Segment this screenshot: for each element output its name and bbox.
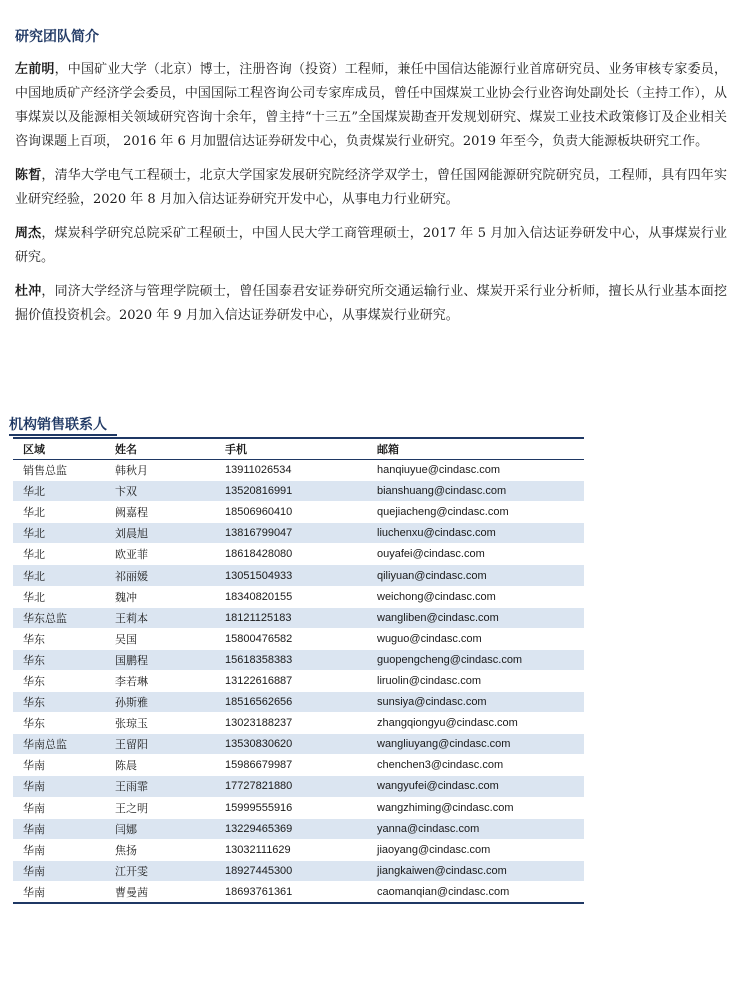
table-row xyxy=(13,460,584,481)
cell-phone: 18340820155 xyxy=(215,586,367,607)
cell-email: wangzhiming@cindasc.com xyxy=(367,797,584,818)
cell-email: liuchenxu@cindasc.com xyxy=(367,523,584,544)
cell-email: liruolin@cindasc.com xyxy=(367,670,584,691)
cell-phone: 15986679987 xyxy=(215,755,367,776)
table-row xyxy=(13,839,584,860)
table-row xyxy=(13,755,584,776)
cell-region: 华南 xyxy=(13,797,105,818)
table-row xyxy=(13,586,584,607)
table-row xyxy=(13,607,584,628)
cell-email: ouyafei@cindasc.com xyxy=(367,544,584,565)
cell-region: 华南 xyxy=(13,839,105,860)
cell-phone: 13229465369 xyxy=(215,818,367,839)
cell-email: sunsiya@cindasc.com xyxy=(367,692,584,713)
member-name: 左前明 xyxy=(15,62,55,77)
cell-phone: 13122616887 xyxy=(215,670,367,691)
cell-phone: 18506960410 xyxy=(215,502,367,523)
table-row xyxy=(13,523,584,544)
table-row xyxy=(13,776,584,797)
table-row xyxy=(13,881,584,903)
cell-email: quejiacheng@cindasc.com xyxy=(367,502,584,523)
bio-paragraph xyxy=(15,58,727,154)
cell-region: 华东 xyxy=(13,713,105,734)
cell-phone: 18121125183 xyxy=(215,607,367,628)
cell-region: 华东 xyxy=(13,649,105,670)
cell-region: 华南 xyxy=(13,881,105,903)
bio-paragraph xyxy=(15,222,727,270)
cell-name: 魏冲 xyxy=(105,586,215,607)
cell-phone: 13816799047 xyxy=(215,523,367,544)
cell-email: wangliben@cindasc.com xyxy=(367,607,584,628)
cell-region: 华东总监 xyxy=(13,607,105,628)
table-row xyxy=(13,649,584,670)
cell-name: 陈晨 xyxy=(105,755,215,776)
member-bio: ，清华大学电气工程硕士，北京大学国家发展研究院经济学双学士，曾任国网能源研究院研究员，工程师，具有四年实业研究经验，2020 年 8 月加入信达证券研究开发中心，从事电力行业研究。 xyxy=(15,168,727,207)
bio-paragraph xyxy=(15,280,727,328)
header-region: 区域 xyxy=(13,438,105,460)
member-name: 杜冲 xyxy=(15,284,42,299)
cell-name: 闫娜 xyxy=(105,818,215,839)
table-row xyxy=(13,692,584,713)
cell-phone: 15800476582 xyxy=(215,628,367,649)
cell-region: 华北 xyxy=(13,481,105,502)
table-row xyxy=(13,860,584,881)
cell-region: 华南 xyxy=(13,860,105,881)
cell-name: 王莉本 xyxy=(105,607,215,628)
cell-region: 华北 xyxy=(13,544,105,565)
cell-name: 孙斯雅 xyxy=(105,692,215,713)
cell-region: 华南 xyxy=(13,776,105,797)
member-bio: ，中国矿业大学（北京）博士，注册咨询（投资）工程师，兼任中国信达能源行业首席研究员、业务审核专家委员，中国地质矿产经济学会委员，中国国际工程咨询公司专家库成员，曾任中国煤炭工业协会行业咨询处副处长（主持工作），从事煤炭以及能源相关领域研究咨询十余年，曾主持“十三五”全国煤炭勘查开发规划研究、煤炭工业技术政策修订及企业相关咨询课题上百项， 2016 年 6 月加盟信达证券研发中心，负责煤炭行业研究。2019 年至今，负责大能源板块研究工作。 xyxy=(15,62,727,149)
cell-phone: 15618358383 xyxy=(215,649,367,670)
cell-email: caomanqian@cindasc.com xyxy=(367,881,584,903)
cell-region: 华北 xyxy=(13,523,105,544)
table-row xyxy=(13,502,584,523)
header-phone: 手机 xyxy=(215,438,367,460)
cell-email: bianshuang@cindasc.com xyxy=(367,481,584,502)
cell-region: 华南 xyxy=(13,755,105,776)
cell-email: hanqiuyue@cindasc.com xyxy=(367,460,584,481)
title-underline xyxy=(9,434,117,436)
table-row xyxy=(13,713,584,734)
cell-phone: 13032111629 xyxy=(215,839,367,860)
cell-name: 李若琳 xyxy=(105,670,215,691)
table-row xyxy=(13,818,584,839)
cell-name: 王之明 xyxy=(105,797,215,818)
cell-email: wangyufei@cindasc.com xyxy=(367,776,584,797)
cell-email: wuguo@cindasc.com xyxy=(367,628,584,649)
cell-email: wangliuyang@cindasc.com xyxy=(367,734,584,755)
cell-phone: 13520816991 xyxy=(215,481,367,502)
cell-email: yanna@cindasc.com xyxy=(367,818,584,839)
member-name: 陈晳 xyxy=(15,168,42,183)
cell-region: 华南 xyxy=(13,818,105,839)
table-row xyxy=(13,797,584,818)
cell-region: 销售总监 xyxy=(13,460,105,481)
cell-name: 国鹏程 xyxy=(105,649,215,670)
table-row xyxy=(13,544,584,565)
cell-name: 刘晨旭 xyxy=(105,523,215,544)
cell-name: 王留阳 xyxy=(105,734,215,755)
member-bio: ，煤炭科学研究总院采矿工程硕士，中国人民大学工商管理硕士，2017 年 5 月加入信达证券研发中心，从事煤炭行业研究。 xyxy=(15,226,727,265)
cell-name: 焦扬 xyxy=(105,839,215,860)
cell-name: 吴国 xyxy=(105,628,215,649)
table-header-row xyxy=(13,438,584,460)
table-row xyxy=(13,628,584,649)
cell-name: 张琼玉 xyxy=(105,713,215,734)
cell-name: 韩秋月 xyxy=(105,460,215,481)
cell-name: 王雨霏 xyxy=(105,776,215,797)
cell-email: chenchen3@cindasc.com xyxy=(367,755,584,776)
cell-region: 华东 xyxy=(13,670,105,691)
cell-region: 华北 xyxy=(13,586,105,607)
table-row xyxy=(13,670,584,691)
cell-region: 华南总监 xyxy=(13,734,105,755)
cell-phone: 18516562656 xyxy=(215,692,367,713)
member-bio: ，同济大学经济与管理学院硕士，曾任国泰君安证券研究所交通运输行业、煤炭开采行业分析师，擅长从行业基本面挖掘价值投资机会。2020 年 9 月加入信达证券研发中心，从事煤炭行业研究。 xyxy=(15,284,727,323)
table-body xyxy=(13,460,584,903)
cell-phone: 18693761361 xyxy=(215,881,367,903)
cell-region: 华东 xyxy=(13,692,105,713)
cell-name: 欧亚菲 xyxy=(105,544,215,565)
cell-name: 曹曼茜 xyxy=(105,881,215,903)
team-bios xyxy=(15,58,727,338)
cell-phone: 13023188237 xyxy=(215,713,367,734)
cell-phone: 13911026534 xyxy=(215,460,367,481)
table-row xyxy=(13,481,584,502)
cell-region: 华东 xyxy=(13,628,105,649)
cell-email: jiaoyang@cindasc.com xyxy=(367,839,584,860)
cell-phone: 17727821880 xyxy=(215,776,367,797)
cell-region: 华北 xyxy=(13,502,105,523)
cell-phone: 18927445300 xyxy=(215,860,367,881)
member-name: 周杰 xyxy=(15,226,42,241)
team-section-title: 研究团队简介 xyxy=(15,29,99,45)
bio-paragraph xyxy=(15,164,727,212)
sales-section-title: 机构销售联系人 xyxy=(9,417,107,433)
cell-region: 华北 xyxy=(13,565,105,586)
cell-name: 江开雯 xyxy=(105,860,215,881)
cell-phone: 13530830620 xyxy=(215,734,367,755)
cell-name: 祁丽媛 xyxy=(105,565,215,586)
table-row xyxy=(13,734,584,755)
cell-email: zhangqiongyu@cindasc.com xyxy=(367,713,584,734)
cell-email: qiliyuan@cindasc.com xyxy=(367,565,584,586)
cell-email: guopengcheng@cindasc.com xyxy=(367,649,584,670)
cell-name: 阙嘉程 xyxy=(105,502,215,523)
cell-email: weichong@cindasc.com xyxy=(367,586,584,607)
table-row xyxy=(13,565,584,586)
header-email: 邮箱 xyxy=(367,438,584,460)
sales-contacts-table xyxy=(13,437,584,904)
header-name: 姓名 xyxy=(105,438,215,460)
cell-phone: 13051504933 xyxy=(215,565,367,586)
cell-phone: 18618428080 xyxy=(215,544,367,565)
cell-name: 卞双 xyxy=(105,481,215,502)
cell-email: jiangkaiwen@cindasc.com xyxy=(367,860,584,881)
cell-phone: 15999555916 xyxy=(215,797,367,818)
